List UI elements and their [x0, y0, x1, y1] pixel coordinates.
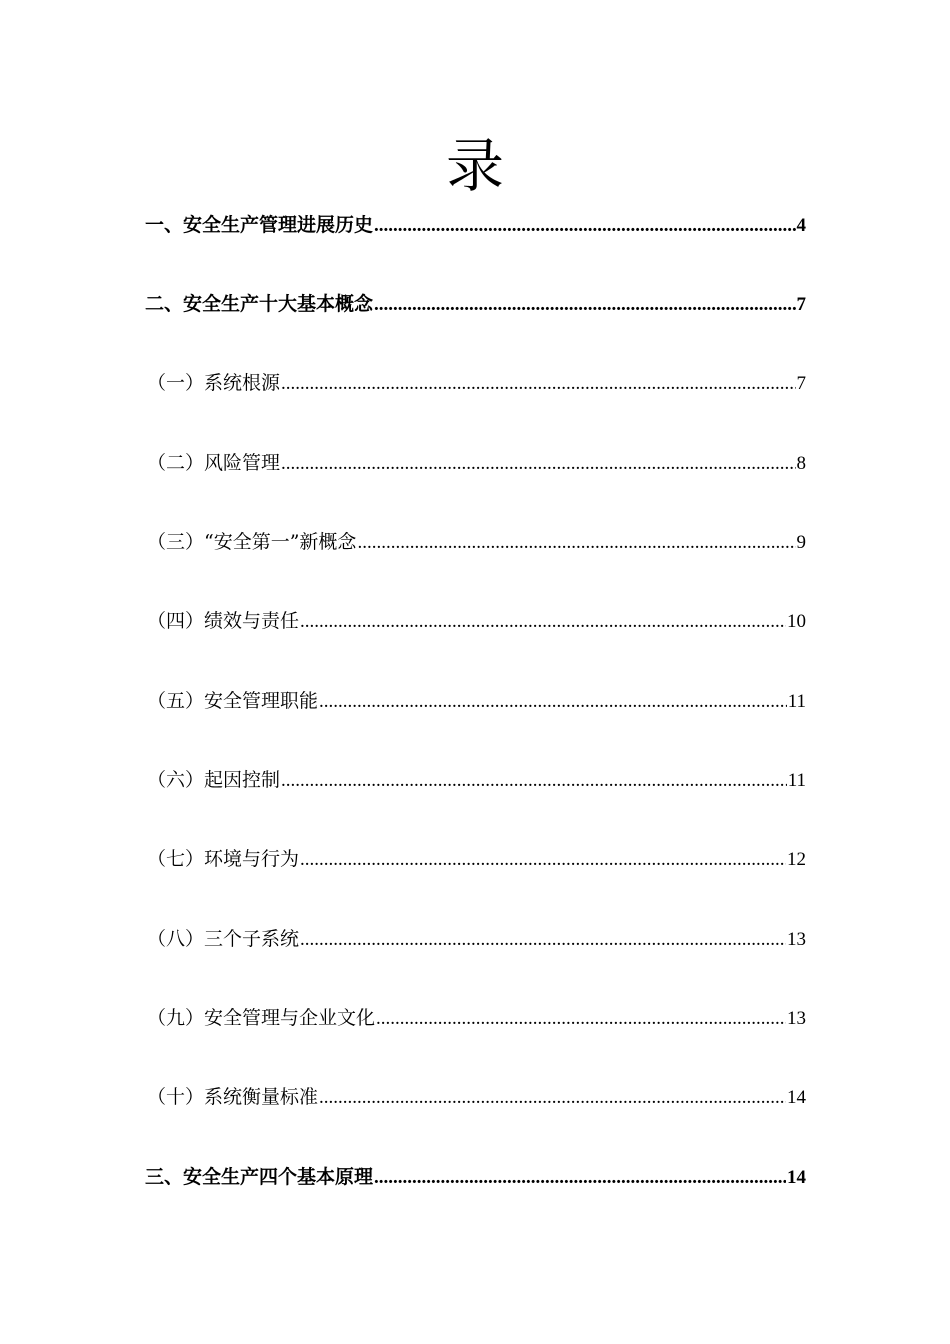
- toc-dot-leader: [319, 1084, 786, 1112]
- toc-entry[interactable]: [145, 290, 806, 318]
- toc-entry-page-number: 10: [787, 611, 806, 632]
- toc-dot-leader: [300, 926, 786, 954]
- toc-entry[interactable]: [147, 766, 806, 794]
- toc-dot-leader: [281, 767, 787, 795]
- toc-entry[interactable]: [147, 369, 806, 397]
- toc-entry-page-number: 12: [787, 849, 806, 870]
- toc-entry-label: （五）安全管理职能: [147, 690, 319, 712]
- toc-entry-page-number: 13: [787, 929, 806, 950]
- toc-entry-label: （四）绩效与责任: [147, 610, 300, 632]
- toc-entry-page-number: 8: [796, 453, 806, 474]
- toc-dot-leader: [281, 450, 795, 478]
- toc-entry-label: （十）系统衡量标准: [147, 1086, 319, 1108]
- toc-entry[interactable]: [147, 687, 806, 715]
- toc-entry-page-number: 13: [787, 1008, 806, 1029]
- toc-entry-label: （八）三个子系统: [147, 928, 300, 950]
- toc-dot-leader: [300, 846, 786, 874]
- toc-entry[interactable]: [147, 449, 806, 477]
- toc-entry-label: （一）系统根源: [147, 372, 281, 394]
- toc-dot-leader: [300, 608, 786, 636]
- toc-entry-label: （七）环境与行为: [147, 848, 300, 870]
- toc-entry-label: 一、安全生产管理进展历史: [145, 214, 374, 236]
- toc-entry-label: （九）安全管理与企业文化: [147, 1007, 376, 1029]
- toc-entry-page-number: 11: [787, 691, 806, 712]
- toc-entry-label: 三、安全生产四个基本原理: [145, 1166, 374, 1188]
- toc-entry-page-number: 4: [796, 215, 806, 236]
- toc-entry-page-number: 9: [796, 532, 806, 553]
- toc-entry[interactable]: [147, 925, 806, 953]
- toc-dot-leader: [374, 212, 795, 240]
- toc-entry-label: （三）“安全第一”新概念: [147, 531, 357, 553]
- toc-entry[interactable]: [147, 607, 806, 635]
- toc-entry[interactable]: [147, 1004, 806, 1032]
- toc-entry[interactable]: [147, 845, 806, 873]
- toc-dot-leader: [319, 688, 787, 716]
- toc-dot-leader: [374, 291, 795, 319]
- toc-entry-label: （二）风险管理: [147, 452, 281, 474]
- toc-entry-page-number: 14: [787, 1167, 806, 1188]
- toc-entry-label: （六）起因控制: [147, 769, 281, 791]
- toc-entry-page-number: 7: [796, 373, 806, 394]
- toc-entry[interactable]: [145, 211, 806, 239]
- toc-dot-leader: [281, 370, 795, 398]
- toc-entry-page-number: 7: [796, 294, 806, 315]
- toc-entry[interactable]: [147, 1083, 806, 1111]
- toc-dot-leader: [374, 1164, 786, 1192]
- toc-entry[interactable]: [145, 1163, 806, 1191]
- toc-entry-page-number: 11: [787, 770, 806, 791]
- page-title: 录: [445, 132, 504, 200]
- toc-entry-label: 二、安全生产十大基本概念: [145, 293, 374, 315]
- toc-entry[interactable]: [147, 528, 806, 556]
- toc-dot-leader: [357, 529, 795, 557]
- toc-entry-page-number: 14: [787, 1087, 806, 1108]
- toc-dot-leader: [376, 1005, 786, 1033]
